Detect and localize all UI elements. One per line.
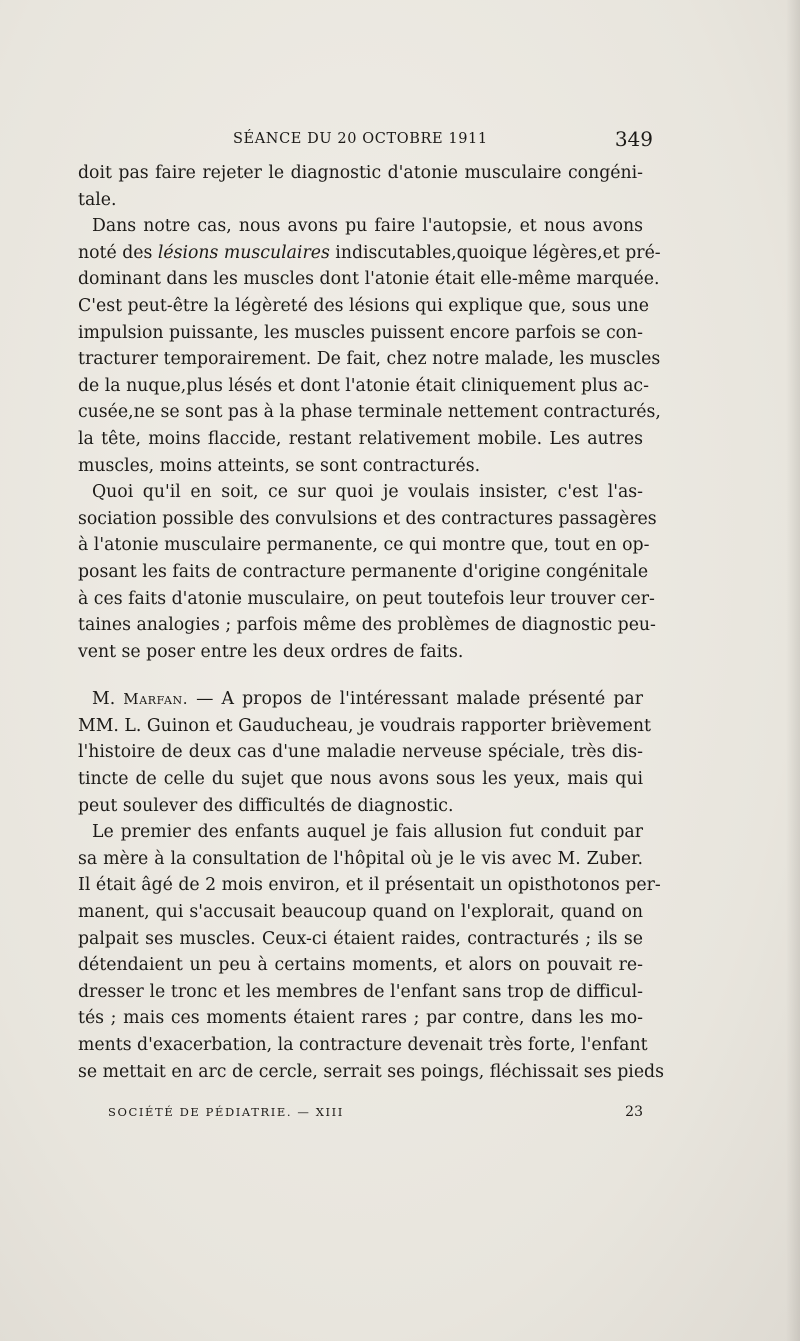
text-run: M.: [92, 689, 124, 710]
text-line: [78, 686, 643, 713]
text-line: palpait ses muscles. Ceux-ci étaient raides, contracturés ; ils se: [78, 928, 643, 949]
text-line: manent, qui s'accusait beaucoup quand on l'explorait, quand on: [78, 902, 643, 923]
text-line: tracturer temporairement. De fait, chez notre malade, les muscles: [78, 349, 661, 370]
running-head: SÉANCE DU 20 OCTOBRE 1911: [233, 131, 488, 147]
text-line: posant les faits de contracture permanente d'origine congénitale: [78, 561, 649, 582]
italic-emphasis: lésions musculaires: [157, 242, 330, 263]
paragraph: [78, 160, 643, 213]
text-line: tés ; mais ces moments étaient rares ; par contre, dans les mo-: [78, 1008, 643, 1029]
page-body: [78, 160, 664, 1085]
text-line: doit pas faire rejeter le diagnostic d'atonie musculaire congéni-: [78, 163, 643, 183]
text-line: Il était âgé de 2 mois environ, et il présentait un opisthotonos per-: [78, 875, 661, 896]
page-footer: [78, 1101, 643, 1123]
text-line: [78, 240, 661, 267]
text-line: C'est peut-être la légèreté des lésions qui explique que, sous une: [78, 295, 649, 316]
text-line: la tête, moins flaccide, restant relativement mobile. Les autres: [78, 428, 643, 449]
signature-mark: SOCIÉTÉ DE PÉDIATRIE. — XIII: [108, 1105, 344, 1119]
text-line: dominant dans les muscles dont l'atonie était elle-même marquée.: [78, 269, 660, 290]
text-line: ments d'exacerbation, la contracture devenait très forte, l'enfant: [78, 1035, 648, 1055]
text-line: Quoi qu'il en soit, ce sur quoi je voulais insister, c'est l'as-: [92, 482, 643, 503]
page-number: 349: [614, 127, 653, 151]
text-line: sociation possible des convulsions et des contractures passagères: [78, 508, 657, 529]
text-line: de la nuque,plus lésés et dont l'atonie était cliniquement plus ac-: [78, 375, 649, 396]
page-edge-shadow: [786, 0, 800, 1341]
text-line: cusée,ne se sont pas à la phase terminale nettement contracturés,: [78, 402, 661, 423]
paragraph: [78, 686, 651, 819]
text-line: peut soulever des difficultés de diagnostic.: [78, 795, 454, 816]
text-line: Le premier des enfants auquel je fais allusion fut conduit par: [92, 822, 643, 843]
text-run: noté des: [78, 242, 158, 263]
text-line: sa mère à la consultation de l'hôpital où je le vis avec M. Zuber.: [78, 848, 643, 869]
text-line: muscles, moins atteints, se sont contracturés.: [78, 455, 481, 476]
text-line: se mettait en arc de cercle, serrait ses poings, fléchissait ses pieds: [78, 1061, 664, 1082]
text-line: taines analogies ; parfois même des problèmes de diagnostic peu-: [78, 615, 656, 636]
text-line: dresser le tronc et les membres de l'enfant sans trop de difficul-: [78, 981, 643, 1002]
text-line: à l'atonie musculaire permanente, ce qui montre que, tout en op-: [78, 535, 650, 556]
text-line: tincte de celle du sujet que nous avons sous les yeux, mais qui: [78, 769, 643, 790]
text-run: — A propos de l'intéressant malade présenté par: [188, 689, 643, 710]
text-line: vent se poser entre les deux ordres de faits.: [78, 641, 464, 662]
text-line: tale.: [78, 189, 117, 210]
text-line: l'histoire de deux cas d'une maladie nerveuse spéciale, très dis-: [78, 742, 643, 763]
speaker-name: Marfan.: [123, 690, 189, 709]
paragraph: [78, 213, 661, 479]
text-line: Dans notre cas, nous avons pu faire l'autopsie, et nous avons: [92, 216, 643, 237]
page-header: [78, 124, 653, 154]
sheet-number: 23: [625, 1104, 643, 1120]
text-run: indiscutables,quoique légères,et pré-: [329, 242, 661, 263]
text-line: détendaient un peu à certains moments, et alors on pouvait re-: [78, 955, 643, 976]
section-gap: [78, 665, 643, 686]
paragraph: [78, 479, 657, 665]
text-line: à ces faits d'atonie musculaire, on peut toutefois leur trouver cer-: [78, 588, 655, 609]
text-line: impulsion puissante, les muscles puissent encore parfois se con-: [78, 322, 644, 343]
paragraph: [78, 819, 664, 1085]
text-line: MM. L. Guinon et Gauducheau, je voudrais rapporter brièvement: [78, 715, 651, 736]
